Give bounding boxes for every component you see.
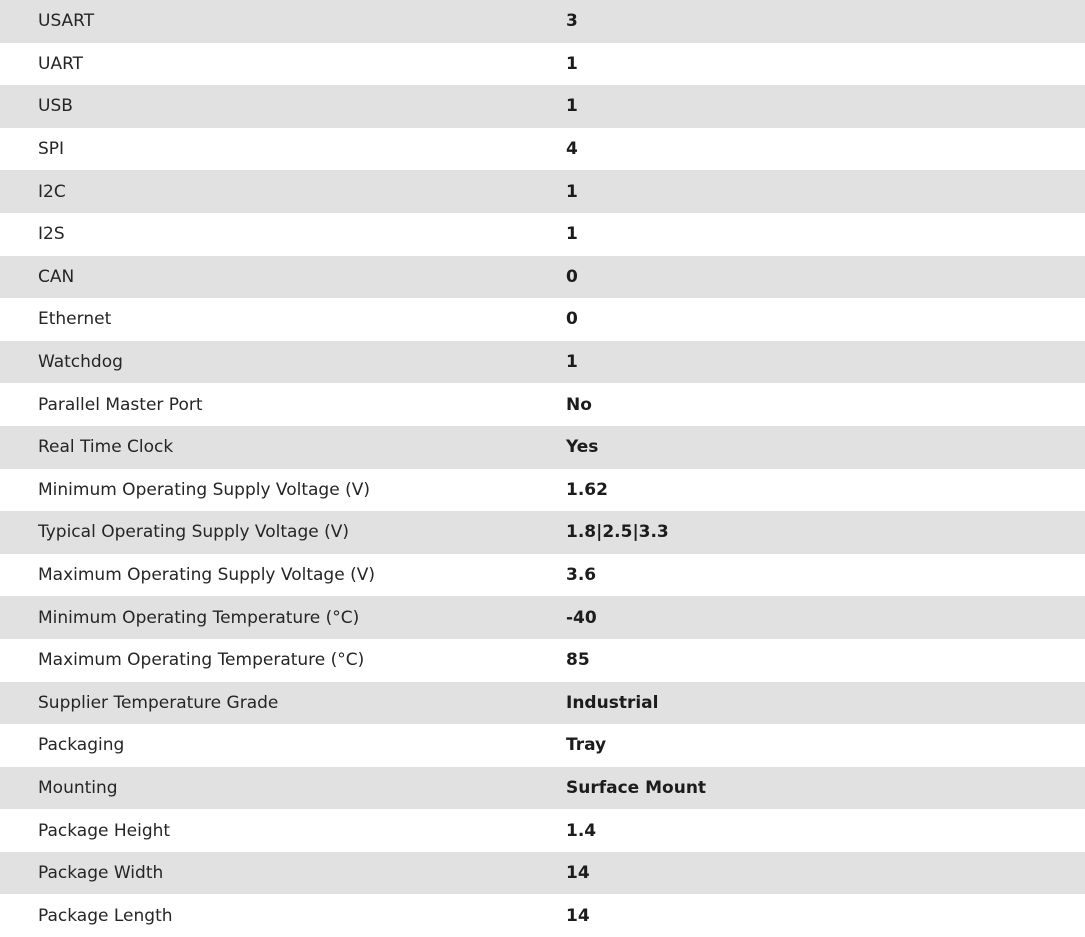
spec-label: Minimum Operating Temperature (°C) bbox=[38, 607, 360, 628]
spec-value: 0 bbox=[566, 309, 578, 330]
spec-value: 3.6 bbox=[566, 565, 597, 586]
spec-value: Industrial bbox=[566, 692, 659, 713]
spec-label: Supplier Temperature Grade bbox=[38, 692, 279, 713]
spec-row-max-temperature bbox=[0, 639, 1085, 682]
spec-value: 1.8|2.5|3.3 bbox=[566, 522, 669, 543]
spec-value: 4 bbox=[566, 139, 578, 160]
spec-label: SPI bbox=[38, 139, 65, 160]
spec-value: 1.4 bbox=[566, 820, 597, 841]
spec-row-max-supply-voltage bbox=[0, 554, 1085, 597]
spec-row-usb bbox=[0, 85, 1085, 128]
spec-row-i2c bbox=[0, 170, 1085, 213]
spec-row-i2s bbox=[0, 213, 1085, 256]
spec-value: 1 bbox=[566, 96, 578, 117]
spec-value: Tray bbox=[566, 735, 607, 756]
spec-value: Yes bbox=[566, 437, 599, 458]
spec-label: Parallel Master Port bbox=[38, 394, 203, 415]
spec-row-typical-supply-voltage bbox=[0, 511, 1085, 554]
spec-label: Minimum Operating Supply Voltage (V) bbox=[38, 479, 370, 500]
spec-label: I2S bbox=[38, 224, 65, 245]
spec-value: 3 bbox=[566, 11, 578, 32]
spec-row-temperature-grade bbox=[0, 682, 1085, 725]
spec-value: 1 bbox=[566, 224, 578, 245]
spec-value: 1 bbox=[566, 53, 578, 74]
spec-row-min-supply-voltage bbox=[0, 469, 1085, 512]
spec-row-uart bbox=[0, 43, 1085, 86]
spec-value: 1 bbox=[566, 352, 578, 373]
spec-row-real-time-clock bbox=[0, 426, 1085, 469]
spec-label: USB bbox=[38, 96, 73, 117]
spec-label: Packaging bbox=[38, 735, 125, 756]
spec-label: Package Length bbox=[38, 905, 173, 926]
spec-label: Typical Operating Supply Voltage (V) bbox=[38, 522, 349, 543]
spec-label: Maximum Operating Temperature (°C) bbox=[38, 650, 365, 671]
spec-value: -40 bbox=[566, 607, 597, 628]
spec-label: Mounting bbox=[38, 777, 118, 798]
spec-row-min-temperature bbox=[0, 596, 1085, 639]
spec-row-package-height bbox=[0, 809, 1085, 852]
spec-row-package-width bbox=[0, 852, 1085, 895]
spec-row-packaging bbox=[0, 724, 1085, 767]
spec-value: 1.62 bbox=[566, 479, 608, 500]
spec-value: 1 bbox=[566, 181, 578, 202]
spec-value: 0 bbox=[566, 266, 578, 287]
spec-label: Ethernet bbox=[38, 309, 112, 330]
spec-row-spi bbox=[0, 128, 1085, 171]
spec-label: Maximum Operating Supply Voltage (V) bbox=[38, 565, 375, 586]
spec-value: Surface Mount bbox=[566, 777, 707, 798]
spec-value: No bbox=[566, 394, 592, 415]
spec-label: Watchdog bbox=[38, 352, 123, 373]
spec-label: I2C bbox=[38, 181, 66, 202]
spec-row-mounting bbox=[0, 767, 1085, 810]
spec-label: CAN bbox=[38, 266, 75, 287]
spec-row-package-length bbox=[0, 894, 1085, 937]
spec-label: USART bbox=[38, 11, 95, 32]
spec-label: UART bbox=[38, 53, 84, 74]
spec-value: 14 bbox=[566, 863, 590, 884]
spec-row-parallel-master-port bbox=[0, 383, 1085, 426]
spec-label: Package Height bbox=[38, 820, 171, 841]
spec-row-watchdog bbox=[0, 341, 1085, 384]
spec-row-ethernet bbox=[0, 298, 1085, 341]
spec-value: 14 bbox=[566, 905, 590, 926]
spec-label: Package Width bbox=[38, 863, 164, 884]
spec-value: 85 bbox=[566, 650, 590, 671]
spec-row-usart bbox=[0, 0, 1085, 43]
spec-row-can bbox=[0, 256, 1085, 299]
spec-label: Real Time Clock bbox=[38, 437, 174, 458]
